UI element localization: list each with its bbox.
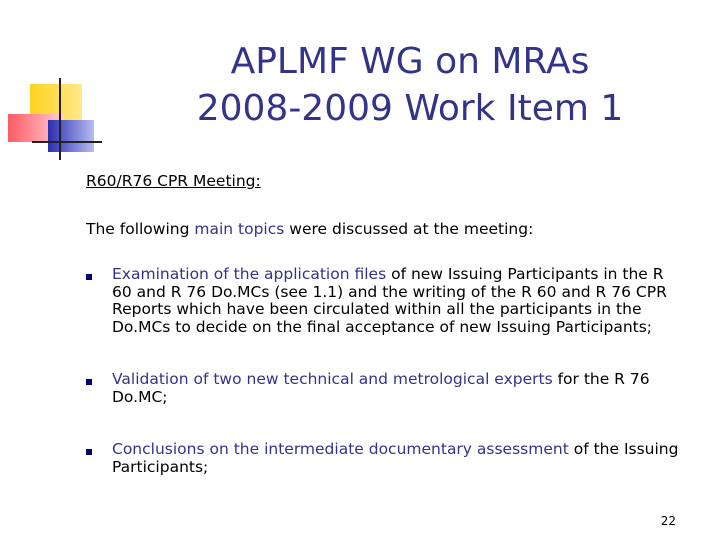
square-bullet-icon [86, 449, 92, 455]
intro-sentence [86, 220, 533, 238]
topic-list [86, 266, 686, 476]
slide-title [150, 38, 670, 132]
square-bullet-icon [86, 379, 92, 385]
intro-text-after: were discussed at the meeting: [284, 220, 534, 238]
intro-text-before: The following [86, 220, 195, 238]
square-bullet-icon [86, 274, 92, 280]
topic-highlight: Validation of two new technical and metrological experts [112, 370, 553, 388]
topic-text: of new Issuing Participants in the R 60 and R 76 Do.MCs (see 1.1) and the writing of the R 60 and R 76 CPR Reports which have been circulated within all the participants in the Do.MCs to decide on the final acceptance of new Issuing Participants; [112, 265, 667, 336]
meeting-subheading: R60/R76 CPR Meeting: [86, 172, 261, 190]
topic-text: for the R 76 Do.MC; [112, 370, 650, 406]
topic-highlight: Examination of the application files [112, 265, 387, 283]
page-number: 22 [660, 514, 676, 528]
topic-item [86, 266, 686, 336]
slide-title-line-2: 2008-2009 Work Item 1 [196, 88, 624, 129]
decorative-square-logo-icon [0, 0, 110, 170]
slide-title-line-1: APLMF WG on MRAs [230, 41, 590, 82]
topic-highlight: Conclusions on the intermediate documentary assessment [112, 440, 569, 458]
topic-item [86, 441, 686, 476]
topic-text: of the Issuing Participants; [112, 440, 679, 476]
intro-highlight: main topics [194, 220, 285, 238]
topic-item [86, 371, 686, 406]
